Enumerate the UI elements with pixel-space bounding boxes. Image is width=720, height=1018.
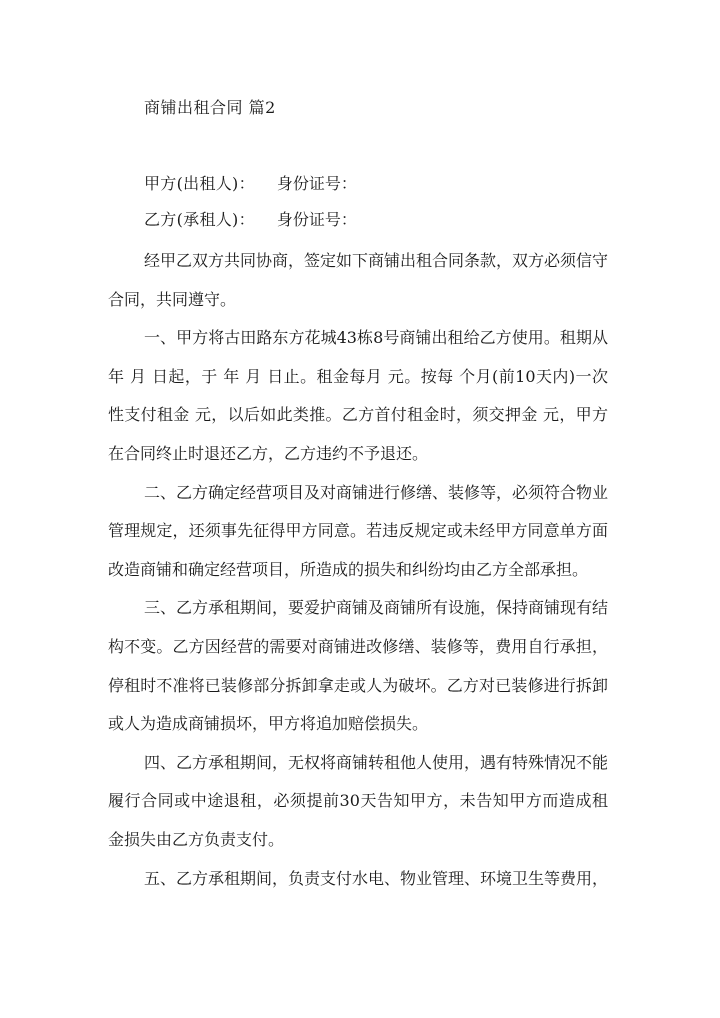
paragraph-clause-1: 一、甲方将古田路东方花城43栋8号商铺出租给乙方使用。租期从 年 月 日起，于 年 月 日止。租金每月 元。按每 个月(前10天内)一次性支付租金 元，以后如此类推。乙方首付租金时，须交押金 元，甲方在合同终止时退还乙方，乙方违约不予退还。	[108, 328, 608, 463]
party-b-line	[144, 206, 357, 234]
contract-body	[108, 242, 608, 898]
party-a-id-label: 身份证号：	[276, 174, 357, 193]
paragraph-intro: 经甲乙双方共同协商，签定如下商铺出租合同条款，双方必须信守合同，共同遵守。	[108, 251, 609, 309]
party-b-id-label: 身份证号：	[276, 210, 357, 229]
party-a-line	[144, 170, 357, 198]
document-title: 商铺出租合同 篇2	[144, 98, 276, 117]
paragraph-clause-3: 三、乙方承租期间，要爱护商铺及商铺所有设施，保持商铺现有结构不变。乙方因经营的需要对商铺进改修缮、装修等，费用自行承担，停租时不准将已装修部分拆卸拿走或人为破坏。乙方对已装修进行拆卸或人为造成商铺损坏，甲方将追加赔偿损失。	[108, 598, 609, 734]
party-a-label: 甲方(出租人)：	[144, 174, 255, 193]
paragraph-clause-2: 二、乙方确定经营项目及对商铺进行修缮、装修等，必须符合物业管理规定，还须事先征得甲方同意。若违反规定或未经甲方同意单方面改造商铺和确定经营项目，所造成的损失和纠纷均由乙方全部承担。	[108, 482, 609, 579]
party-b-label: 乙方(承租人)：	[144, 210, 255, 229]
paragraph-clause-4: 四、乙方承租期间，无权将商铺转租他人使用，遇有特殊情况不能履行合同或中途退租，必须提前30天告知甲方，未告知甲方而造成租金损失由乙方负责支付。	[108, 752, 609, 849]
paragraph-clause-5: 五、乙方承租期间，负责支付水电、物业管理、环境卫生等费用，	[144, 868, 609, 888]
